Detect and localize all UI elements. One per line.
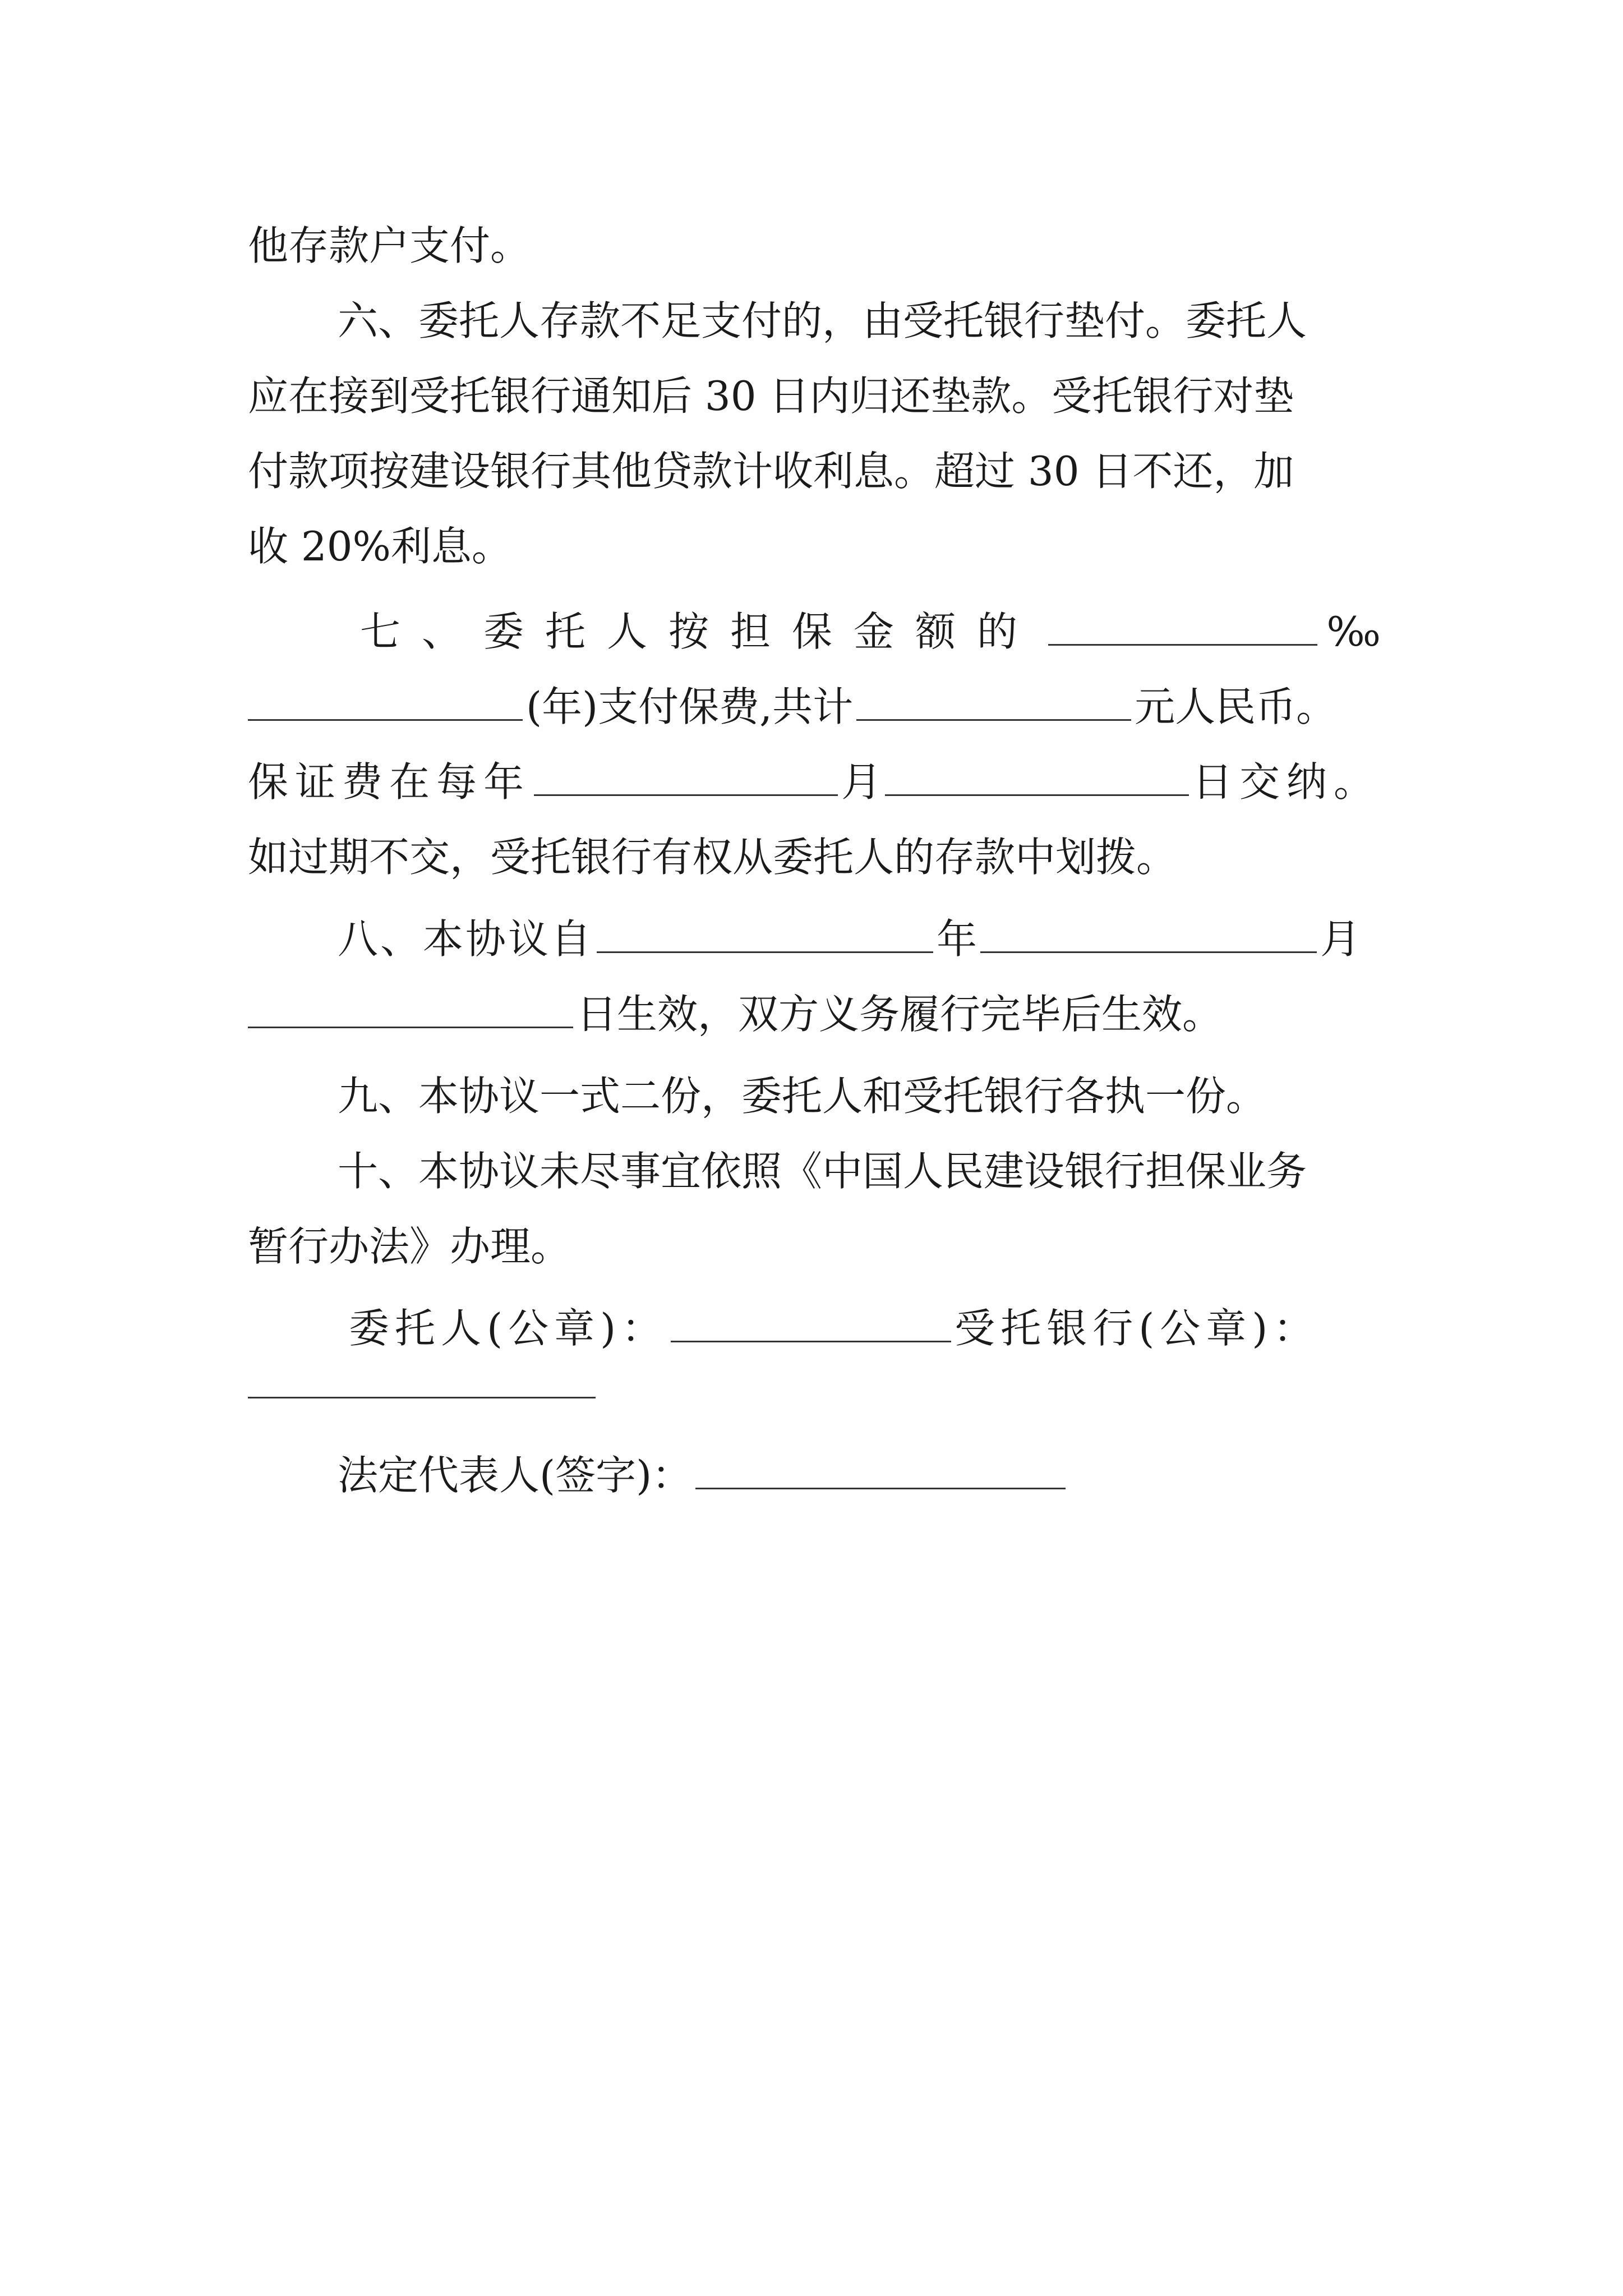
clause-10-line-2 bbox=[248, 1207, 1381, 1286]
text-line: 保证费在每年 bbox=[248, 758, 531, 806]
legal-rep-row bbox=[248, 1436, 1381, 1515]
principal-seal-blank[interactable] bbox=[671, 1301, 951, 1342]
permille-sign: ‰ bbox=[1326, 608, 1381, 655]
clause-8 bbox=[248, 900, 1381, 978]
clause-7-line-2 bbox=[248, 668, 1381, 746]
text-line: 暂行办法》办理。 bbox=[248, 1223, 571, 1270]
text-line: 年 bbox=[937, 915, 978, 963]
bank-seal-blank[interactable] bbox=[248, 1358, 596, 1398]
clause-9 bbox=[248, 1057, 1381, 1135]
text-line: 日生效，双方义务履行完毕后生效。 bbox=[577, 991, 1223, 1038]
bank-seal-label: 受托银行(公章)： bbox=[955, 1305, 1320, 1352]
text-line: (年)支付保费,共计 bbox=[526, 683, 854, 730]
text-line: 元人民币。 bbox=[1135, 683, 1337, 730]
text-line: 如过期不交，受托银行有权从委托人的存款中划拨。 bbox=[248, 834, 1177, 881]
effective-year-blank[interactable] bbox=[597, 912, 933, 953]
effective-day-blank[interactable] bbox=[248, 987, 573, 1028]
bank-seal-line bbox=[248, 1358, 1381, 1436]
clause-7-line-3 bbox=[248, 743, 1381, 821]
clause-8-line-2 bbox=[248, 975, 1381, 1053]
pay-day-blank[interactable] bbox=[885, 755, 1189, 796]
clause-7 bbox=[248, 592, 1381, 671]
text-line: 收 20%利息。 bbox=[248, 523, 512, 570]
text-line: 应在接到受托银行通知后 30 日内归还垫款。受托银行对垫 bbox=[248, 372, 1294, 420]
pay-month-blank[interactable] bbox=[534, 755, 838, 796]
clause-6-line-3 bbox=[248, 432, 1381, 510]
signature-row bbox=[248, 1289, 1381, 1368]
text-line: 九、本协议一式二份，委托人和受托银行各执一份。 bbox=[338, 1073, 1267, 1120]
fee-rate-blank[interactable] bbox=[1048, 605, 1317, 646]
legal-rep-signature-blank[interactable] bbox=[695, 1448, 1066, 1489]
text-line: 月 bbox=[841, 758, 882, 806]
legal-rep-label: 法定代表人(签字)： bbox=[338, 1452, 693, 1499]
text-line: 八、本协议自 bbox=[338, 915, 594, 963]
text-line: 月 bbox=[1320, 915, 1361, 963]
clause-6-line-2 bbox=[248, 357, 1381, 435]
clause-10 bbox=[248, 1132, 1381, 1211]
text-line: 七、委托人按担保金额的 bbox=[360, 608, 1039, 655]
clause-6-line-4 bbox=[248, 507, 1381, 586]
clause-6 bbox=[248, 282, 1381, 360]
paragraph-5-end bbox=[248, 206, 1381, 285]
fee-period-blank[interactable] bbox=[248, 680, 523, 721]
principal-seal-label: 委托人(公章)： bbox=[349, 1305, 668, 1352]
text-line: 日交纳。 bbox=[1192, 758, 1381, 806]
text-line: 六、委托人存款不足支付的，由受托银行垫付。委托人 bbox=[338, 297, 1307, 344]
text-line: 他存款户支付。 bbox=[248, 222, 531, 269]
fee-total-blank[interactable] bbox=[856, 680, 1131, 721]
text-line: 付款项按建设银行其他贷款计收利息。超过 30 日不还，加 bbox=[248, 448, 1294, 495]
text-line: 十、本协议未尽事宜依照《中国人民建设银行担保业务 bbox=[338, 1148, 1307, 1195]
effective-month-blank[interactable] bbox=[980, 912, 1317, 953]
clause-7-line-4 bbox=[248, 818, 1381, 896]
